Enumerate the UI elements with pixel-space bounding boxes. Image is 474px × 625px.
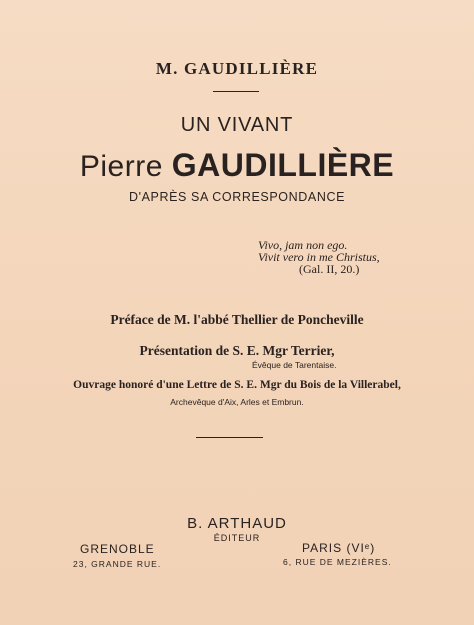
title-line-1: UN VIVANT <box>180 114 294 136</box>
imprint-city-left: GRENOBLE <box>80 542 155 556</box>
title-surname: GAUDILLIÈRE <box>171 147 395 183</box>
presentation-role: Évêque de Tarentaise. <box>252 360 337 370</box>
epigraph-line-1: Vivo, jam non ego. <box>258 238 348 252</box>
title-line-2 <box>0 147 474 184</box>
ouvrage-credit: Ouvrage honoré d'une Lettre de S. E. Mgr du Bois de la Villerabel, <box>73 379 401 391</box>
ouvrage-role: Archevêque d'Aix, Arles et Embrun. <box>170 397 304 407</box>
publisher-role: ÉDITEUR <box>213 533 261 543</box>
subtitle: D'APRÈS SA CORRESPONDANCE <box>128 190 346 204</box>
publisher-name: B. ARTHAUD <box>187 515 287 532</box>
bottom-divider <box>196 437 263 438</box>
title-first-name: Pierre <box>79 150 163 183</box>
imprint-address-left: 23, GRANDE RUE. <box>73 559 162 569</box>
epigraph-reference: (Gal. II, 20.) <box>299 262 360 276</box>
top-divider <box>213 91 259 92</box>
author-name: M. GAUDILLIÈRE <box>155 59 319 78</box>
imprint-address-right: 6, RUE DE MEZIÈRES. <box>283 557 392 567</box>
presentation-credit: Présentation de S. E. Mgr Terrier, <box>139 343 335 358</box>
imprint-city-right: PARIS (VIᵉ) <box>302 541 376 555</box>
epigraph-line-2: Vivit vero in me Christus, <box>258 250 380 264</box>
preface-credit: Préface de M. l'abbé Thellier de Poncheville <box>110 312 364 327</box>
